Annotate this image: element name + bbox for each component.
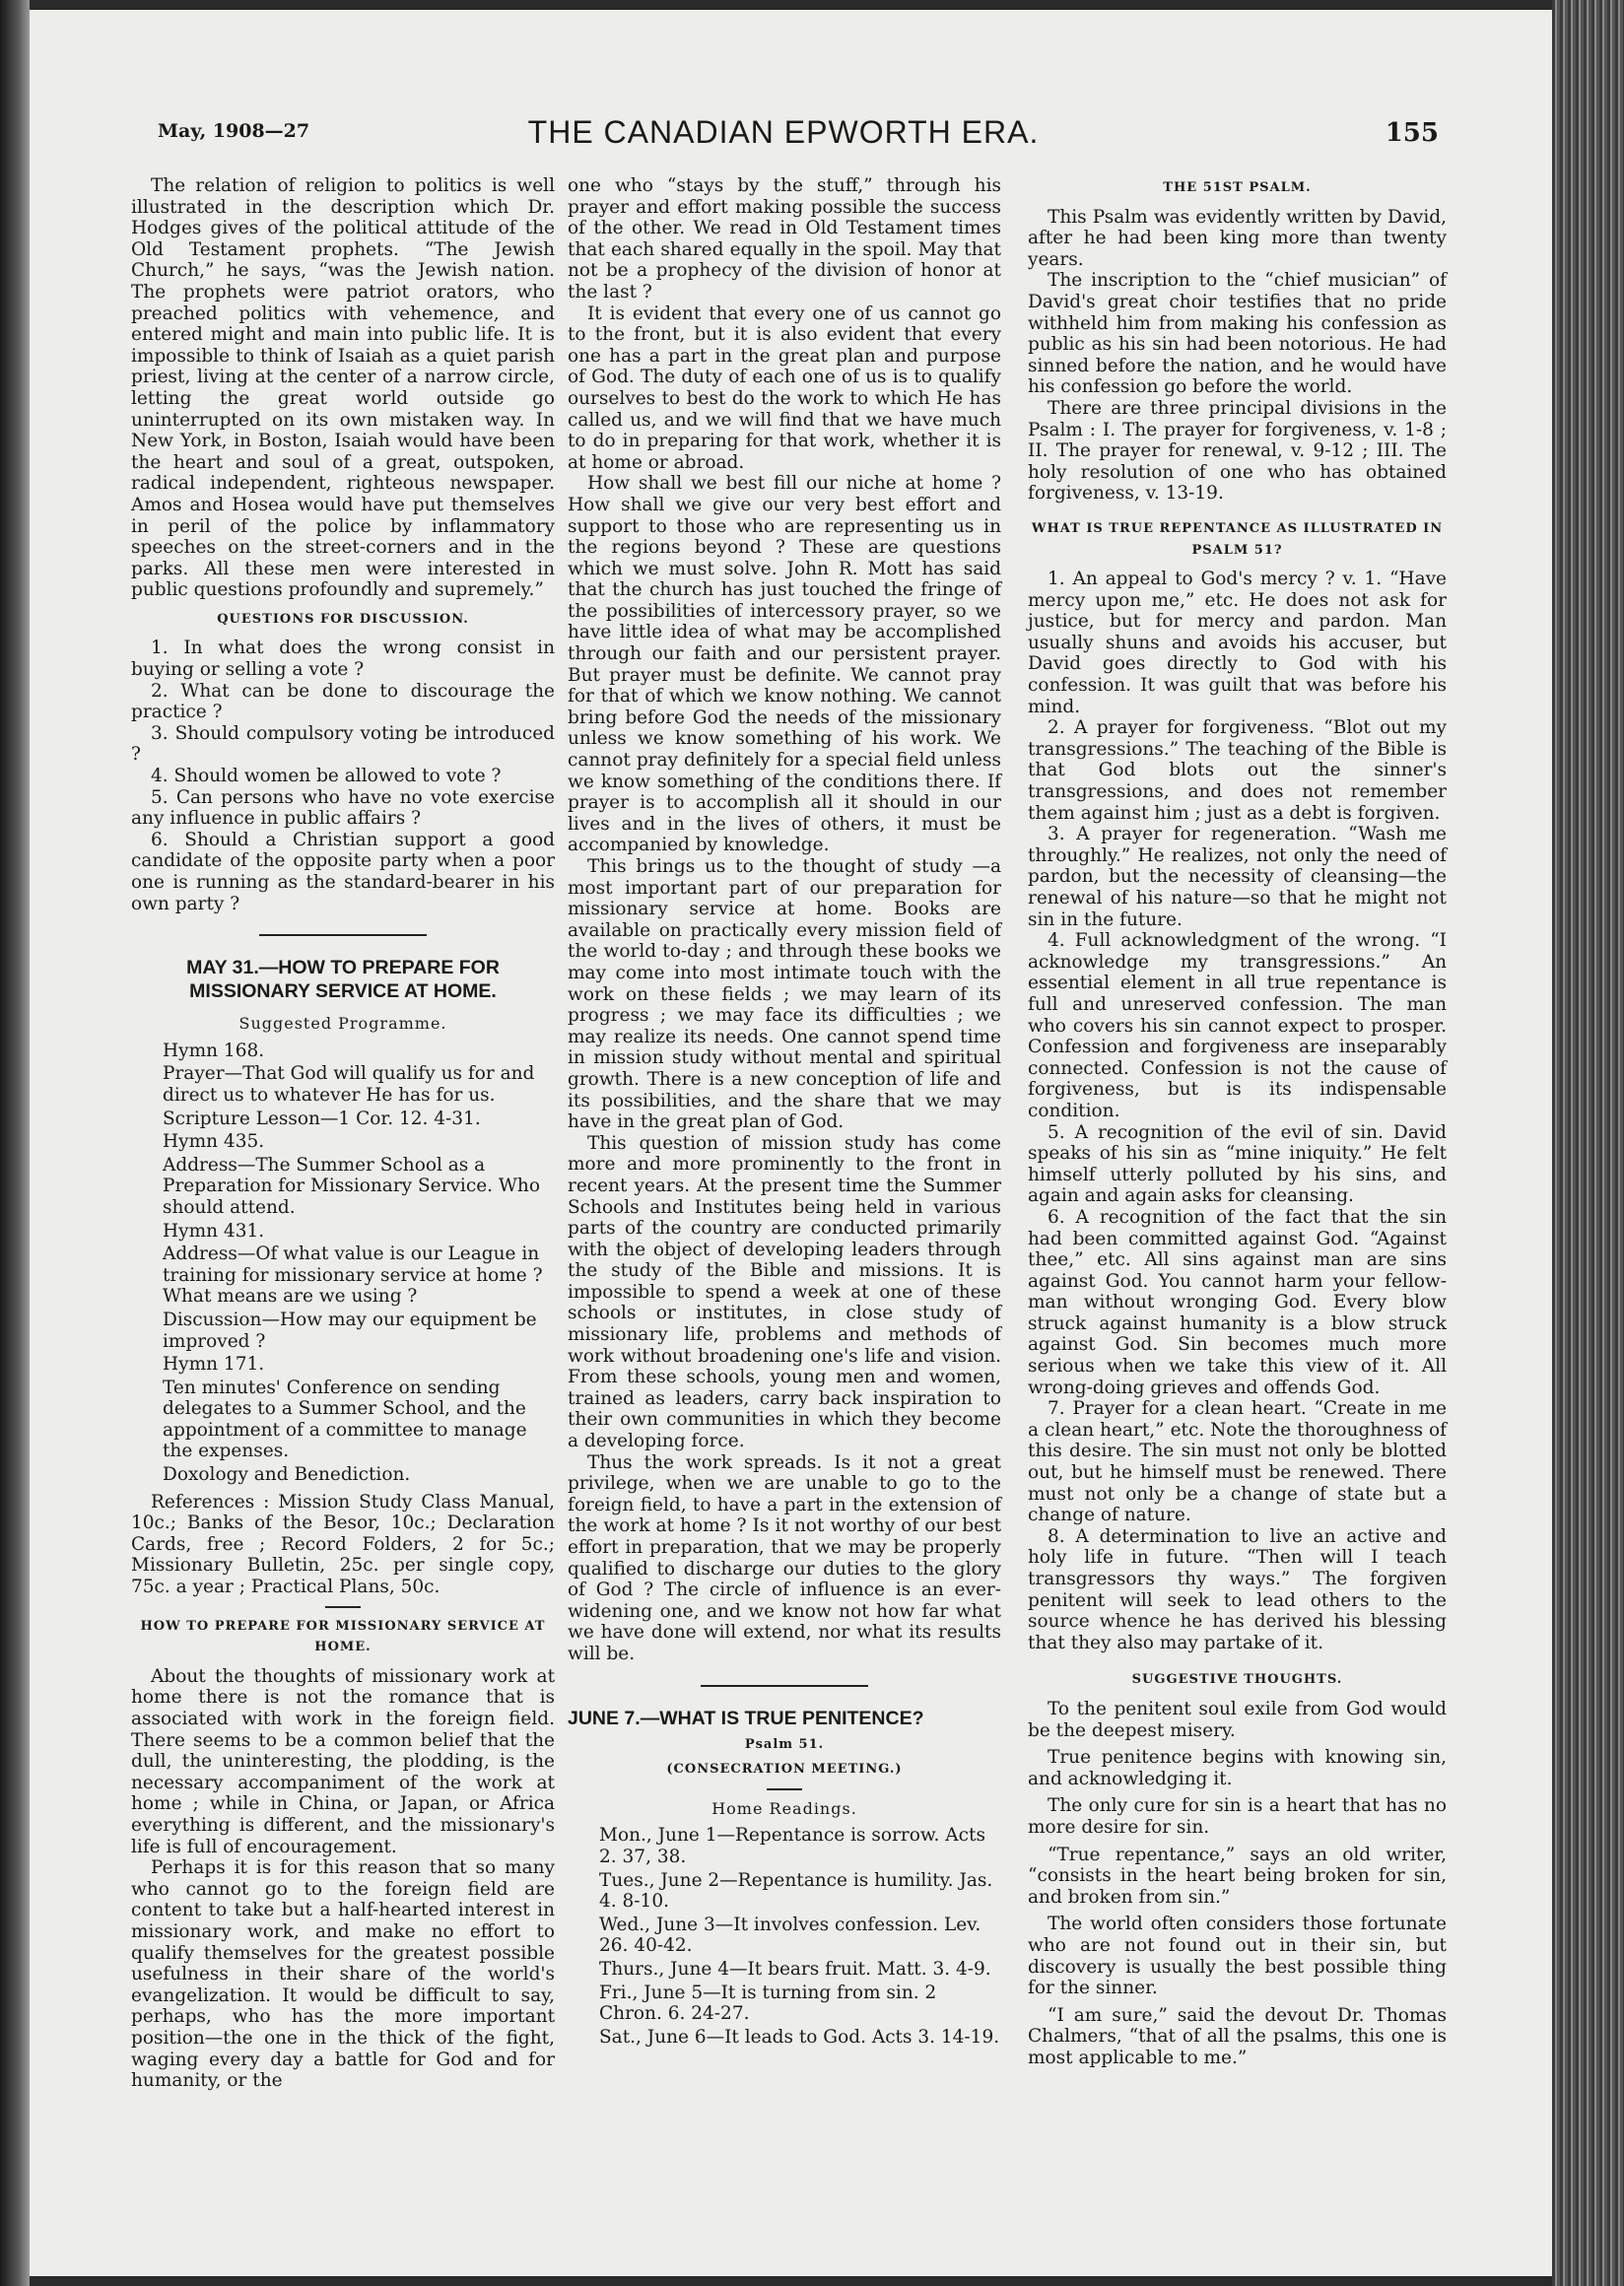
programme-item: Doxology and Benediction. bbox=[163, 1464, 411, 1486]
programme-item: Scripture Lesson—1 Cor. 12. 4-31. bbox=[163, 1108, 481, 1129]
repentance-heading: WHAT IS TRUE REPENTANCE AS ILLUSTRATED IN PSALM 51? bbox=[1031, 520, 1444, 558]
body-paragraph: How shall we best fill our niche at home ? How shall we give our very best effort and support to those who are representing us in the regions beyond ? These are questions which we must solve. John R. Mott has said that the church has just touched the fringe of the possibilities of intercessory prayer, so we have little idea of what may be accomplished through our faith and our persistent prayer. But prayer must be definite. We cannot pray for that of which we know nothing. We cannot bring before God the needs of the missionary unless we know something of his work. We cannot pray definitely for a special field unless we know something of the conditions there. If prayer is to accomplish all it should in our lives and in the lives of others, it must be accompanied by knowledge. bbox=[568, 473, 1001, 856]
programme-item: Hymn 431. bbox=[163, 1220, 265, 1242]
column-1 bbox=[131, 175, 555, 2092]
programme-item: Address—The Summer School as a Preparation for Missionary Service. Who should attend. bbox=[163, 1154, 540, 1218]
book-gutter-left bbox=[0, 0, 30, 2286]
short-divider bbox=[767, 1788, 802, 1790]
thought-item: To the penitent soul exile from God would be the deepest misery. bbox=[1028, 1698, 1447, 1741]
june7-heading: JUNE 7.—WHAT IS TRUE PENITENCE? bbox=[568, 1707, 924, 1729]
programme-item: Hymn 171. bbox=[163, 1354, 265, 1376]
reading-item: Sat., June 6—It leads to God. Acts 3. 14-19. bbox=[599, 2026, 1000, 2048]
point-item: 2. A prayer for forgiveness. “Blot out my transgressions.” The teaching of the Bible is that God blots out the sinner's transgressions, and does not remember them against him ; just as a debt is forgiven. bbox=[1028, 717, 1447, 824]
consecration-label: (CONSECRATION MEETING.) bbox=[666, 1762, 903, 1778]
book-spine-right bbox=[1552, 0, 1624, 2286]
question-item: 6. Should a Christian support a good candidate of the opposite party when a poor one is running as the standard-bearer in his own party ? bbox=[131, 829, 555, 914]
body-paragraph: There are three principal divisions in the Psalm : I. The prayer for forgiveness, v. 1-8 ; II. The prayer for renewal, v. 9-12 ; III. The holy resolution of one who has obtained forgiveness, v. 13-19. bbox=[1028, 397, 1447, 504]
thought-item: The only cure for sin is a heart that has no more desire for sin. bbox=[1028, 1795, 1447, 1838]
body-paragraph: The inscription to the “chief musician” of David's great choir testifies that no pride withheld him from making his confession as public as his sin had been notorious. He had sinned before the nation, and he would have his confession go before the world. bbox=[1028, 270, 1447, 398]
programme-item: Prayer—That God will qualify us for and direct us to whatever He has for us. bbox=[163, 1063, 535, 1106]
thought-item: “True repentance,” says an old writer, “consists in the heart being broken for sin, and broken from sin.” bbox=[1028, 1844, 1447, 1908]
home-readings-heading: Home Readings. bbox=[711, 1798, 857, 1818]
references-paragraph: References : Mission Study Class Manual, 10c.; Banks of the Besor, 10c.; Declaration Cards, free ; Record Folders, 2 for 5c.; Missionary Bulletin, 25c. per single copy, 75c. a year ; Practical Plans, 50c. bbox=[131, 1491, 555, 1598]
programme-item: Ten minutes' Conference on sending delegates to a Summer School, and the appointment of a committee to manage the expenses. bbox=[163, 1377, 527, 1462]
point-item: 5. A recognition of the evil of sin. David speaks of his sin as “mine iniquity.” He felt himself utterly polluted by his sins, and again and again asks for cleansing. bbox=[1028, 1121, 1447, 1207]
questions-heading: QUESTIONS FOR DISCUSSION. bbox=[217, 611, 469, 627]
point-item: 8. A determination to live an active and holy life in future. “Then will I teach transgressors thy ways.” The forgiven penitent will seek to lead others to the source whence he has derived his blessing that they also may partake of it. bbox=[1028, 1525, 1447, 1653]
howto-heading: HOW TO PREPARE FOR MISSIONARY SERVICE AT HOME. bbox=[140, 1618, 546, 1655]
reading-item: Fri., June 5—It is turning from sin. 2 Chron. 6. 24-27. bbox=[599, 1982, 937, 2025]
body-paragraph: This brings us to the thought of study —a most important part of our preparation for missionary service at home. Books are available on practically every mission field of the world to-day ; and through these books we may come into most intimate touch with the work on these fields ; we may learn of its progress ; we may face its difficulties ; we may realize its needs. One cannot spend time in mission study without mental and spiritual growth. There is a new conception of life and its possibilities, and the share that we may have in the great plan of God. bbox=[568, 856, 1001, 1133]
body-paragraph: About the thoughts of missionary work at home there is not the romance that is associated with work in the foreign field. There seems to be a common belief that the dull, the uninteresting, the plodding, is the necessary accompaniment of the work at home ; while in China, or Japan, or Africa everything is different, and the missionary's life is full of encouragement. bbox=[131, 1665, 555, 1857]
programme-item: Hymn 168. bbox=[163, 1040, 265, 1061]
programme-heading: Suggested Programme. bbox=[238, 1014, 447, 1034]
may31-heading: MAY 31.—HOW TO PREPARE FOR MISSIONARY SERVICE AT HOME. bbox=[186, 957, 500, 1003]
question-item: 2. What can be done to discourage the practice ? bbox=[131, 680, 555, 723]
point-item: 1. An appeal to God's mercy ? v. 1. “Have mercy upon me,” etc. He does not ask for justice, but for mercy and pardon. Man usually shuns and avoids his accuser, but David goes directly to God with his confession. It was guilt that was before his mind. bbox=[1028, 569, 1447, 717]
body-paragraph: This Psalm was evidently written by David, after he had been king more than twenty years. bbox=[1028, 206, 1447, 270]
programme-item: Discussion—How may our equipment be improved ? bbox=[163, 1309, 537, 1352]
column-2 bbox=[568, 175, 1001, 2050]
body-paragraph: This question of mission study has come more and more prominently to the front in recent years. At the present time the Summer Schools and Institutes being held in various parts of the country are conducted primarily with the object of developing leaders through the study of the Bible and missions. It is impossible to spend a week at one of these schools or institutes, in close study of missionary life, problems and methods of work without broadening one's life and vision. From these schools, young men and women, trained as leaders, carry back inspiration to their own communities in which they become a developing force. bbox=[568, 1132, 1001, 1452]
reading-item: Wed., June 3—It involves confession. Lev. 26. 40-42. bbox=[599, 1914, 981, 1957]
reading-item: Tues., June 2—Repentance is humility. Jas. 4. 8-10. bbox=[599, 1869, 993, 1913]
body-paragraph: one who “stays by the stuff,” through his prayer and effort making possible the success of the other. We read in Old Testament times that each shared equally in the spoil. May that not be a prophecy of the division of honor at the last ? bbox=[568, 175, 1001, 303]
politics-paragraph: The relation of religion to politics is well illustrated in the description which Dr. Hodges gives of the political attitude of the Old Testament prophets. “The Jewish Church,” he says, “was the Jewish nation. The prophets were patriot orators, who preached politics with vehemence, and entered might and main into public life. It is impossible to think of Isaiah as a quiet parish priest, living at the center of a narrow circle, letting the great world outside go uninterrupted on its own mistaken way. In New York, in Boston, Isaiah would have been the heart and soul of a great, outspoken, radical independent, righteous newspaper. Amos and Hosea would have put themselves in peril of the police by inflammatory speeches on the street-corners and in the parks. All these men were interested in public questions profoundly and supremely.” bbox=[131, 175, 555, 601]
thought-item: True penitence begins with knowing sin, and acknowledging it. bbox=[1028, 1747, 1447, 1789]
point-item: 6. A recognition of the fact that the sin had been committed against God. “Against thee,” etc. All sins against man are sins against God. You cannot harm your fellow-man without wronging God. Every blow struck against humanity is a blow struck against God. Sin becomes much more serious when we take this view of it. All wrong-doing grieves and offends God. bbox=[1028, 1206, 1447, 1398]
question-item: 5. Can persons who have no vote exercise any influence in public affairs ? bbox=[131, 786, 555, 830]
point-item: 3. A prayer for regeneration. “Wash me throughly.” He realizes, not only the need of pardon, but the necessity of cleansing—the renewal of his nature—so that he might not sin in the future. bbox=[1028, 824, 1447, 930]
publication-title: THE CANADIAN EPWORTH ERA. bbox=[527, 114, 1040, 150]
point-item: 7. Prayer for a clean heart. “Create in me a clean heart,” etc. Note the thoroughness of this desire. The sin must not only be blotted out, but he himself must be renewed. There must not only be a change of state but a change of nature. bbox=[1028, 1398, 1447, 1526]
body-paragraph: Thus the work spreads. Is it not a great privilege, when we are unable to go to the foreign field, to have a part in the extension of the work at home ? Is it not worthy of our best effort in preparation, that we may be properly qualified to discharge our duties to the glory of God ? The circle of influence is an ever-widening one, and we know not how far what we have done will extend, nor what its results will be. bbox=[568, 1451, 1001, 1664]
short-divider bbox=[325, 1606, 361, 1608]
question-item: 4. Should women be allowed to vote ? bbox=[151, 766, 502, 787]
thought-item: The world often considers those fortunate who are not found out in their sin, but discovery is usually the best possible thing for the sinner. bbox=[1028, 1914, 1447, 1999]
reading-item: Mon., June 1—Repentance is sorrow. Acts 2. 37, 38. bbox=[599, 1825, 985, 1867]
section-divider bbox=[701, 1685, 868, 1687]
psalm-reference: Psalm 51. bbox=[744, 1736, 825, 1752]
issue-date: May, 1908—27 bbox=[158, 120, 310, 142]
thought-item: “I am sure,” said the devout Dr. Thomas Chalmers, “that of all the psalms, this one is most applicable to me.” bbox=[1028, 2004, 1447, 2068]
column-3 bbox=[1028, 175, 1447, 2068]
section-divider bbox=[259, 934, 427, 936]
psalm51-heading: THE 51ST PSALM. bbox=[1163, 180, 1312, 195]
question-item: 3. Should compulsory voting be introduced ? bbox=[131, 722, 555, 766]
reading-item: Thurs., June 4—It bears fruit. Matt. 3. 4-9. bbox=[599, 1958, 991, 1980]
page-header bbox=[128, 116, 1439, 166]
programme-item: Hymn 435. bbox=[163, 1131, 265, 1153]
question-item: 1. In what does the wrong consist in buying or selling a vote ? bbox=[131, 638, 555, 681]
body-paragraph: Perhaps it is for this reason that so many who cannot go to the foreign field are content to take but a half-hearted interest in missionary work, and make no effort to qualify themselves for the greatest possible usefulness in their share of the world's evangelization. It would be difficult to say, perhaps, who has the more important position—the one in the thick of the fight, waging every day a battle for God and for humanity, or the bbox=[131, 1857, 555, 2092]
point-item: 4. Full acknowledgment of the wrong. “I acknowledge my transgressions.” An essential element in all true repentance is full and unreserved confession. The man who covers his sin cannot expect to prosper. Confession and forgiveness are inseparably connected. Confession is not the cause of forgiveness, but is its indispensable condition. bbox=[1028, 930, 1447, 1121]
programme-item: Address—Of what value is our League in training for missionary service at home ? What means are we using ? bbox=[163, 1244, 543, 1308]
page-number: 155 bbox=[1385, 118, 1439, 148]
suggestive-thoughts-heading: SUGGESTIVE THOUGHTS. bbox=[1131, 1672, 1343, 1688]
body-paragraph: It is evident that every one of us cannot go to the front, but it is also evident that every one has a part in the great plan and purpose of God. The duty of each one of us is to qualify ourselves to best do the work to which He has called us, and we will find that we have much to do in preparing for that work, whether it is at home or abroad. bbox=[568, 303, 1001, 473]
